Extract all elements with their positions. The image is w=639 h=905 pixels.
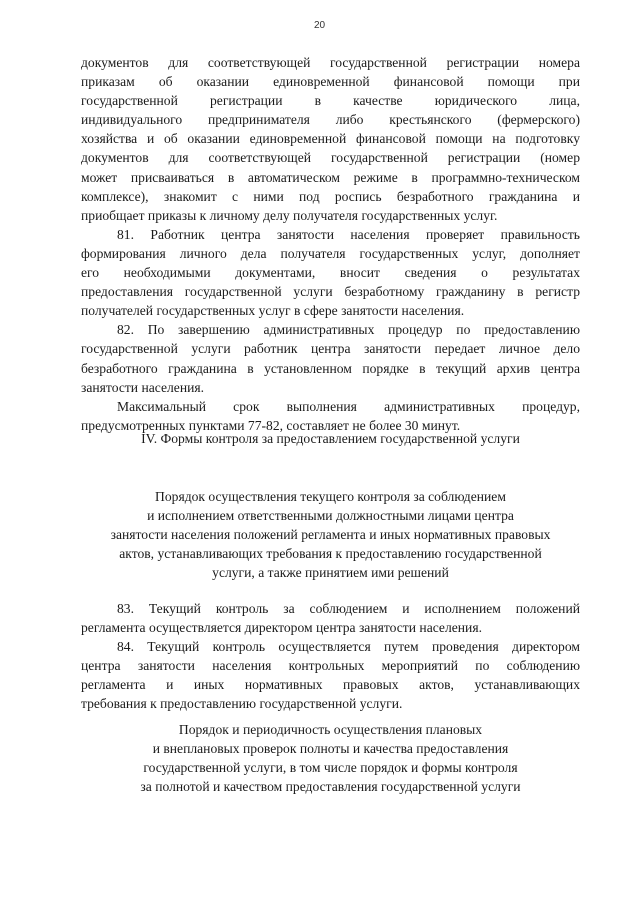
text-line: хозяйства и об оказании единовременной финансовой помощи на подготовку: [81, 131, 580, 147]
paragraph-82: [81, 320, 580, 396]
text-line: комплексе), знакомит с ними под роспись безработного гражданина и: [81, 188, 580, 204]
subheading-line: услуги, а также принятием ими решений: [212, 565, 449, 580]
text-line: формирования личного дела получателя государственных услуг, дополняет: [81, 245, 580, 261]
text-line: регламента и иных нормативных правовых актов, устанавливающих: [81, 677, 580, 693]
text-line: получателей государственных услуг в сфере занятости населения.: [81, 303, 465, 319]
text-line: 82. По завершению административных процедур по предоставлению: [117, 322, 580, 338]
text-line: документов для соответствующей государственной регистрации (номер: [81, 150, 580, 166]
paragraph-continuation: [81, 53, 580, 225]
text-line: предоставления государственной услуги безработному гражданину в регистр: [81, 284, 580, 300]
subheading-line: актов, устанавливающих требования к предоставлению государственной: [119, 546, 542, 561]
subheading-line: и исполнением ответственными должностными лицами центра: [147, 508, 514, 523]
subheading-line: Порядок и периодичность осуществления плановых: [178, 722, 483, 737]
text-line: 84. Текущий контроль осуществляется путем проведения директором: [117, 639, 580, 655]
text-line: 83. Текущий контроль за соблюдением и исполнением положений: [117, 601, 580, 616]
paragraph-84: [81, 637, 580, 713]
subheading-inspections: [81, 720, 580, 796]
text-line: требования к предоставлению государственной услуги.: [81, 696, 403, 712]
text-line: может присваиваться в автоматическом режиме в программно-техническом: [81, 169, 580, 185]
text-line: центра занятости населения контрольных мероприятий по соблюдению: [81, 658, 580, 674]
text-line: безработного гражданина в установленном порядке в текущий архив центра: [81, 360, 580, 376]
text-line: регламента осуществляется директором центра занятости населения.: [81, 620, 482, 636]
subheading-line: Порядок осуществления текущего контроля за соблюдением: [155, 489, 506, 504]
text-line: приказам об оказании единовременной финансовой помощи при: [81, 74, 580, 90]
text-line: документов для соответствующей государственной регистрации номера: [81, 55, 580, 70]
section-heading: IV. Формы контроля за предоставлением государственной услуги: [141, 431, 520, 446]
text-line: индивидуального предпринимателя либо крестьянского (фермерского): [81, 112, 580, 128]
subheading-current-control: [81, 487, 580, 582]
paragraph-83: [81, 599, 580, 637]
body-text-block-1: [81, 53, 580, 435]
text-line: Максимальный срок выполнения административных процедур,: [117, 398, 580, 414]
subheading-line: за полнотой и качеством предоставления государственной услуги: [140, 779, 521, 794]
text-line: государственной услуги работник центра занятости передает личное дело: [81, 341, 580, 357]
text-line: приобщает приказы к личному делу получателя государственных услуг.: [81, 207, 498, 223]
page-number: 20: [313, 20, 326, 31]
text-line: 81. Работник центра занятости населения проверяет правильность: [117, 226, 580, 242]
paragraph-81: [81, 225, 580, 320]
text-line: предусмотренных пунктами 77-82, составляет не более 30 минут.: [81, 417, 461, 433]
text-line: занятости населения.: [81, 379, 205, 395]
subheading-line: и внеплановых проверок полноты и качества предоставления: [152, 741, 509, 756]
subheading-line: занятости населения положений регламента и иных нормативных правовых: [110, 527, 551, 542]
body-text-block-2: [81, 599, 580, 714]
text-line: государственной регистрации в качестве юридического лица,: [81, 93, 580, 109]
text-line: его необходимыми документами, вносит сведения о результатах: [81, 265, 580, 281]
subheading-line: государственной услуги, в том числе порядок и формы контроля: [143, 760, 518, 775]
